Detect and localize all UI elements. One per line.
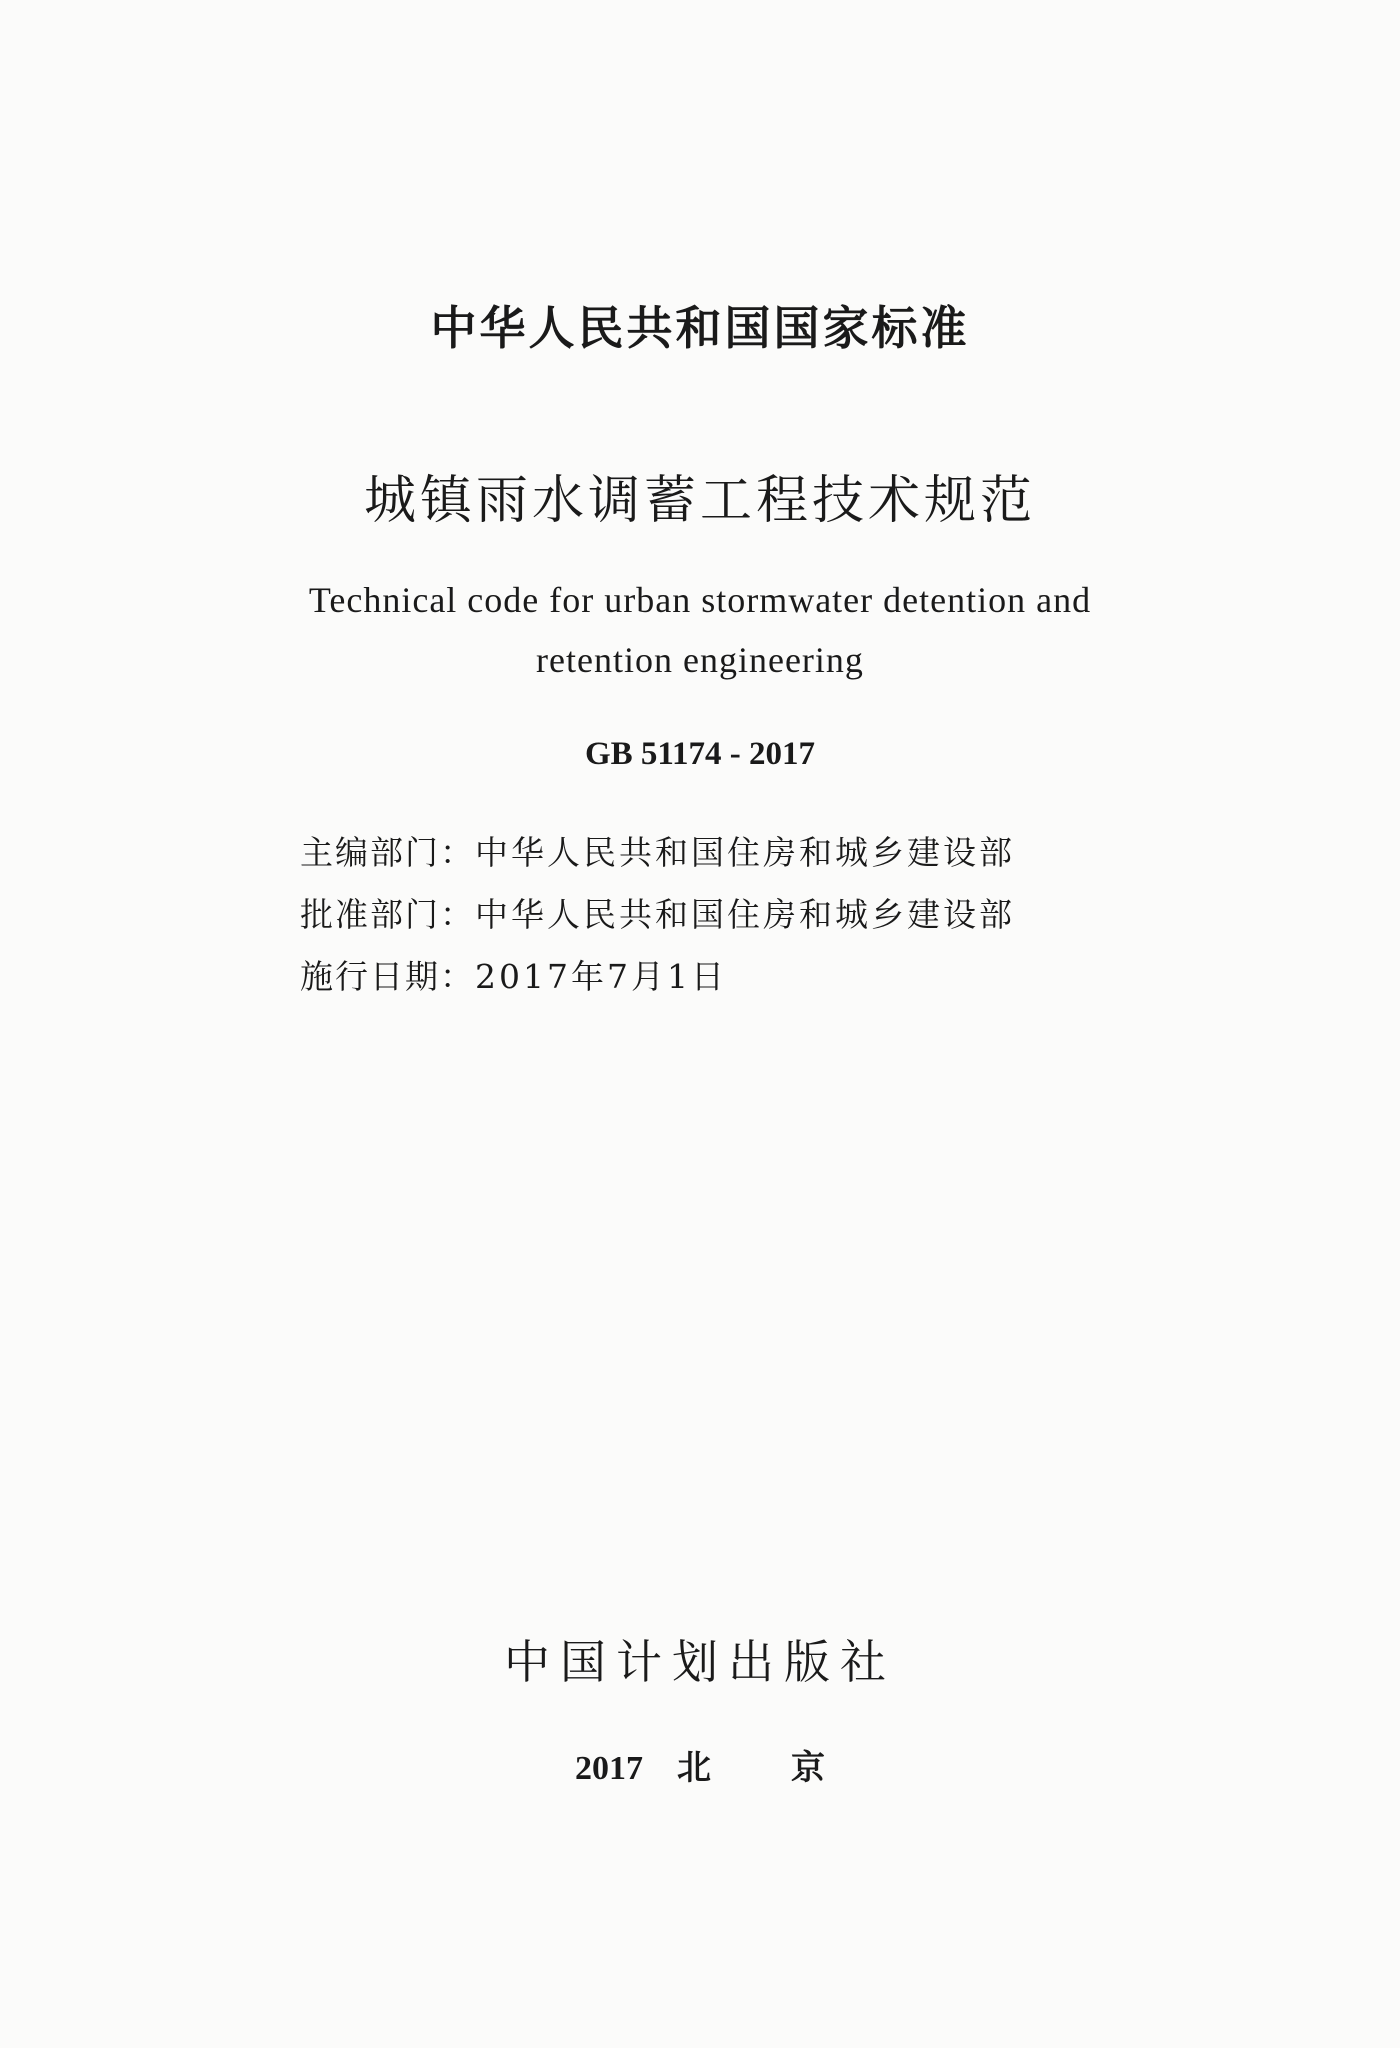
english-title-line-1: Technical code for urban stormwater detention and xyxy=(308,580,1092,620)
publication-city-char-2: 京 xyxy=(791,1748,825,1788)
publisher-name: 中国计划出版社 xyxy=(504,1635,896,1689)
editor-value: 中华人民共和国住房和城乡建设部 xyxy=(475,833,1015,872)
standard-code: GB 51174 - 2017 xyxy=(584,736,816,772)
approver-row xyxy=(300,884,1015,946)
editor-label: 主编部门： xyxy=(300,833,475,872)
approver-value: 中华人民共和国住房和城乡建设部 xyxy=(475,895,1015,934)
english-title xyxy=(0,570,1400,690)
approver-label: 批准部门： xyxy=(300,895,475,934)
document-title: 城镇雨水调蓄工程技术规范 xyxy=(363,471,1036,531)
standard-category-title: 中华人民共和国国家标准 xyxy=(430,301,970,355)
effective-date-label: 施行日期： xyxy=(300,957,475,996)
document-info xyxy=(300,822,1015,1008)
publication-year: 2017 xyxy=(575,1750,643,1787)
editor-row xyxy=(300,822,1015,884)
effective-date-row xyxy=(300,946,1015,1008)
effective-date-value: 2017年7月1日 xyxy=(475,957,727,996)
publication-city-char-1: 北 xyxy=(677,1748,711,1788)
publication-place xyxy=(0,1740,1400,1789)
english-title-line-2: retention engineering xyxy=(536,640,864,680)
